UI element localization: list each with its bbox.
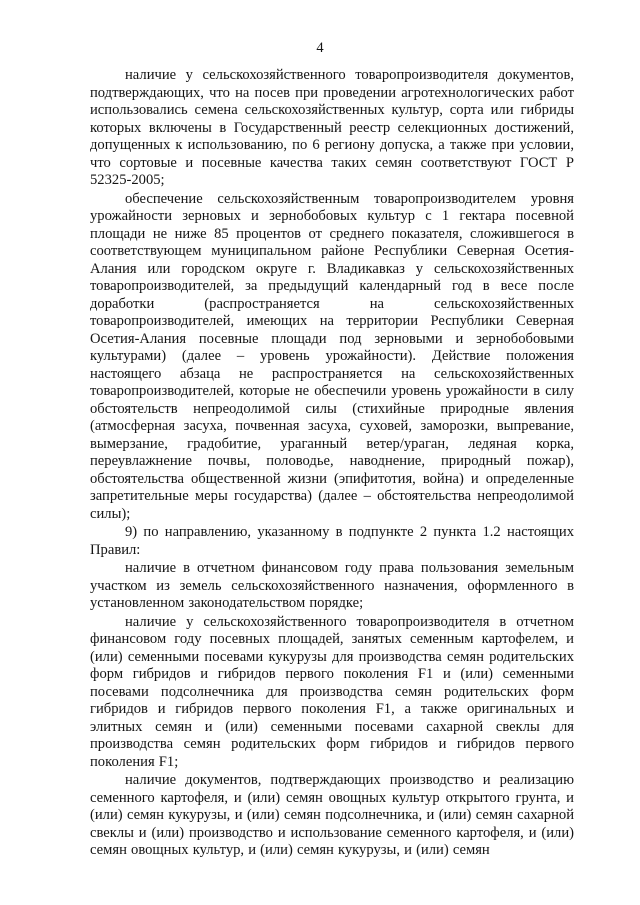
paragraph-production-documents: наличие документов, подтверждающих производство и реализацию семенного картофеля, и (или) семян овощных культур открытого грунта, и (или) семян кукурузы, и (или) семян подсолнечника, и (или) семян сахарной свеклы и (или) производство и использование семенного картофеля, и (или) семян овощных культур, и (или) семян кукурузы, и (или) семян [90,772,574,858]
paragraph-land-use-right: наличие в отчетном финансовом году права пользования земельным участком из земель сельскохозяйственного назначения, оформленного в установленном законодательством порядке; [90,560,574,611]
paragraph-seed-documents: наличие у сельскохозяйственного товаропроизводителя документов, подтверждающих, что на посев при проведении агротехнологических работ использовались семена сельскохозяйственных культур, сорта или гибриды которых включены в Государственный реестр селекционных достижений, допущенных к использованию, по 6 региону допуска, а также при условии, что сортовые и посевные качества таких семян соответствуют ГОСТ Р 52325-2005; [90,67,574,188]
document-body [90,67,574,861]
page-number: 4 [316,40,324,56]
paragraph-yield-level: обеспечение сельскохозяйственным товаропроизводителем уровня урожайности зерновых и зернобобовых культур с 1 гектара посевной площади не ниже 85 процентов от среднего показателя, сложившегося в соответствующем муниципальном районе Республики Северная Осетия-Алания или городском округе г. Владикавказ у сельскохозяйственных товаропроизводителей, за предыдущий календарный год в весе после доработки (распространяется на сельскохозяйственных товаропроизводителей, имеющих на территории Республики Северная Осетия-Алания посевные площади под зерновыми и зернобобовыми культурами) (далее – уровень урожайности). Действие положения настоящего абзаца не распространяется на сельскохозяйственных товаропроизводителей, которые не обеспечили уровень урожайности в силу обстоятельств непреодолимой силы (стихийные природные явления (атмосферная засуха, почвенная засуха, суховей, заморозки, выпревание, вымерзание, градобитие, ураганный ветер/ураган, ледяная корка, переувлажнение почвы, половодье, наводнение, природный пожар), обстоятельства общественной жизни (эпифитотия, война) и определенные запретительные меры государства) (далее – обстоятельства непреодолимой силы); [90,190,574,522]
paragraph-seed-areas: наличие у сельскохозяйственного товаропроизводителя в отчетном финансовом году посевных площадей, занятых семенным картофелем, и (или) семенными посевами кукурузы для производства семян родительских форм гибридов и гибридов первого поколения F1 и (или) семенными посевами подсолнечника для производства семян родительских форм гибридов и гибридов первого поколения F1, а также оригинальных и элитных семян и (или) семенными посевами сахарной свеклы для производства семян родительских форм гибридов и гибридов первого поколения F1; [90,613,574,770]
paragraph-item-9: 9) по направлению, указанному в подпункте 2 пункта 1.2 настоящих Правил: [90,524,574,558]
